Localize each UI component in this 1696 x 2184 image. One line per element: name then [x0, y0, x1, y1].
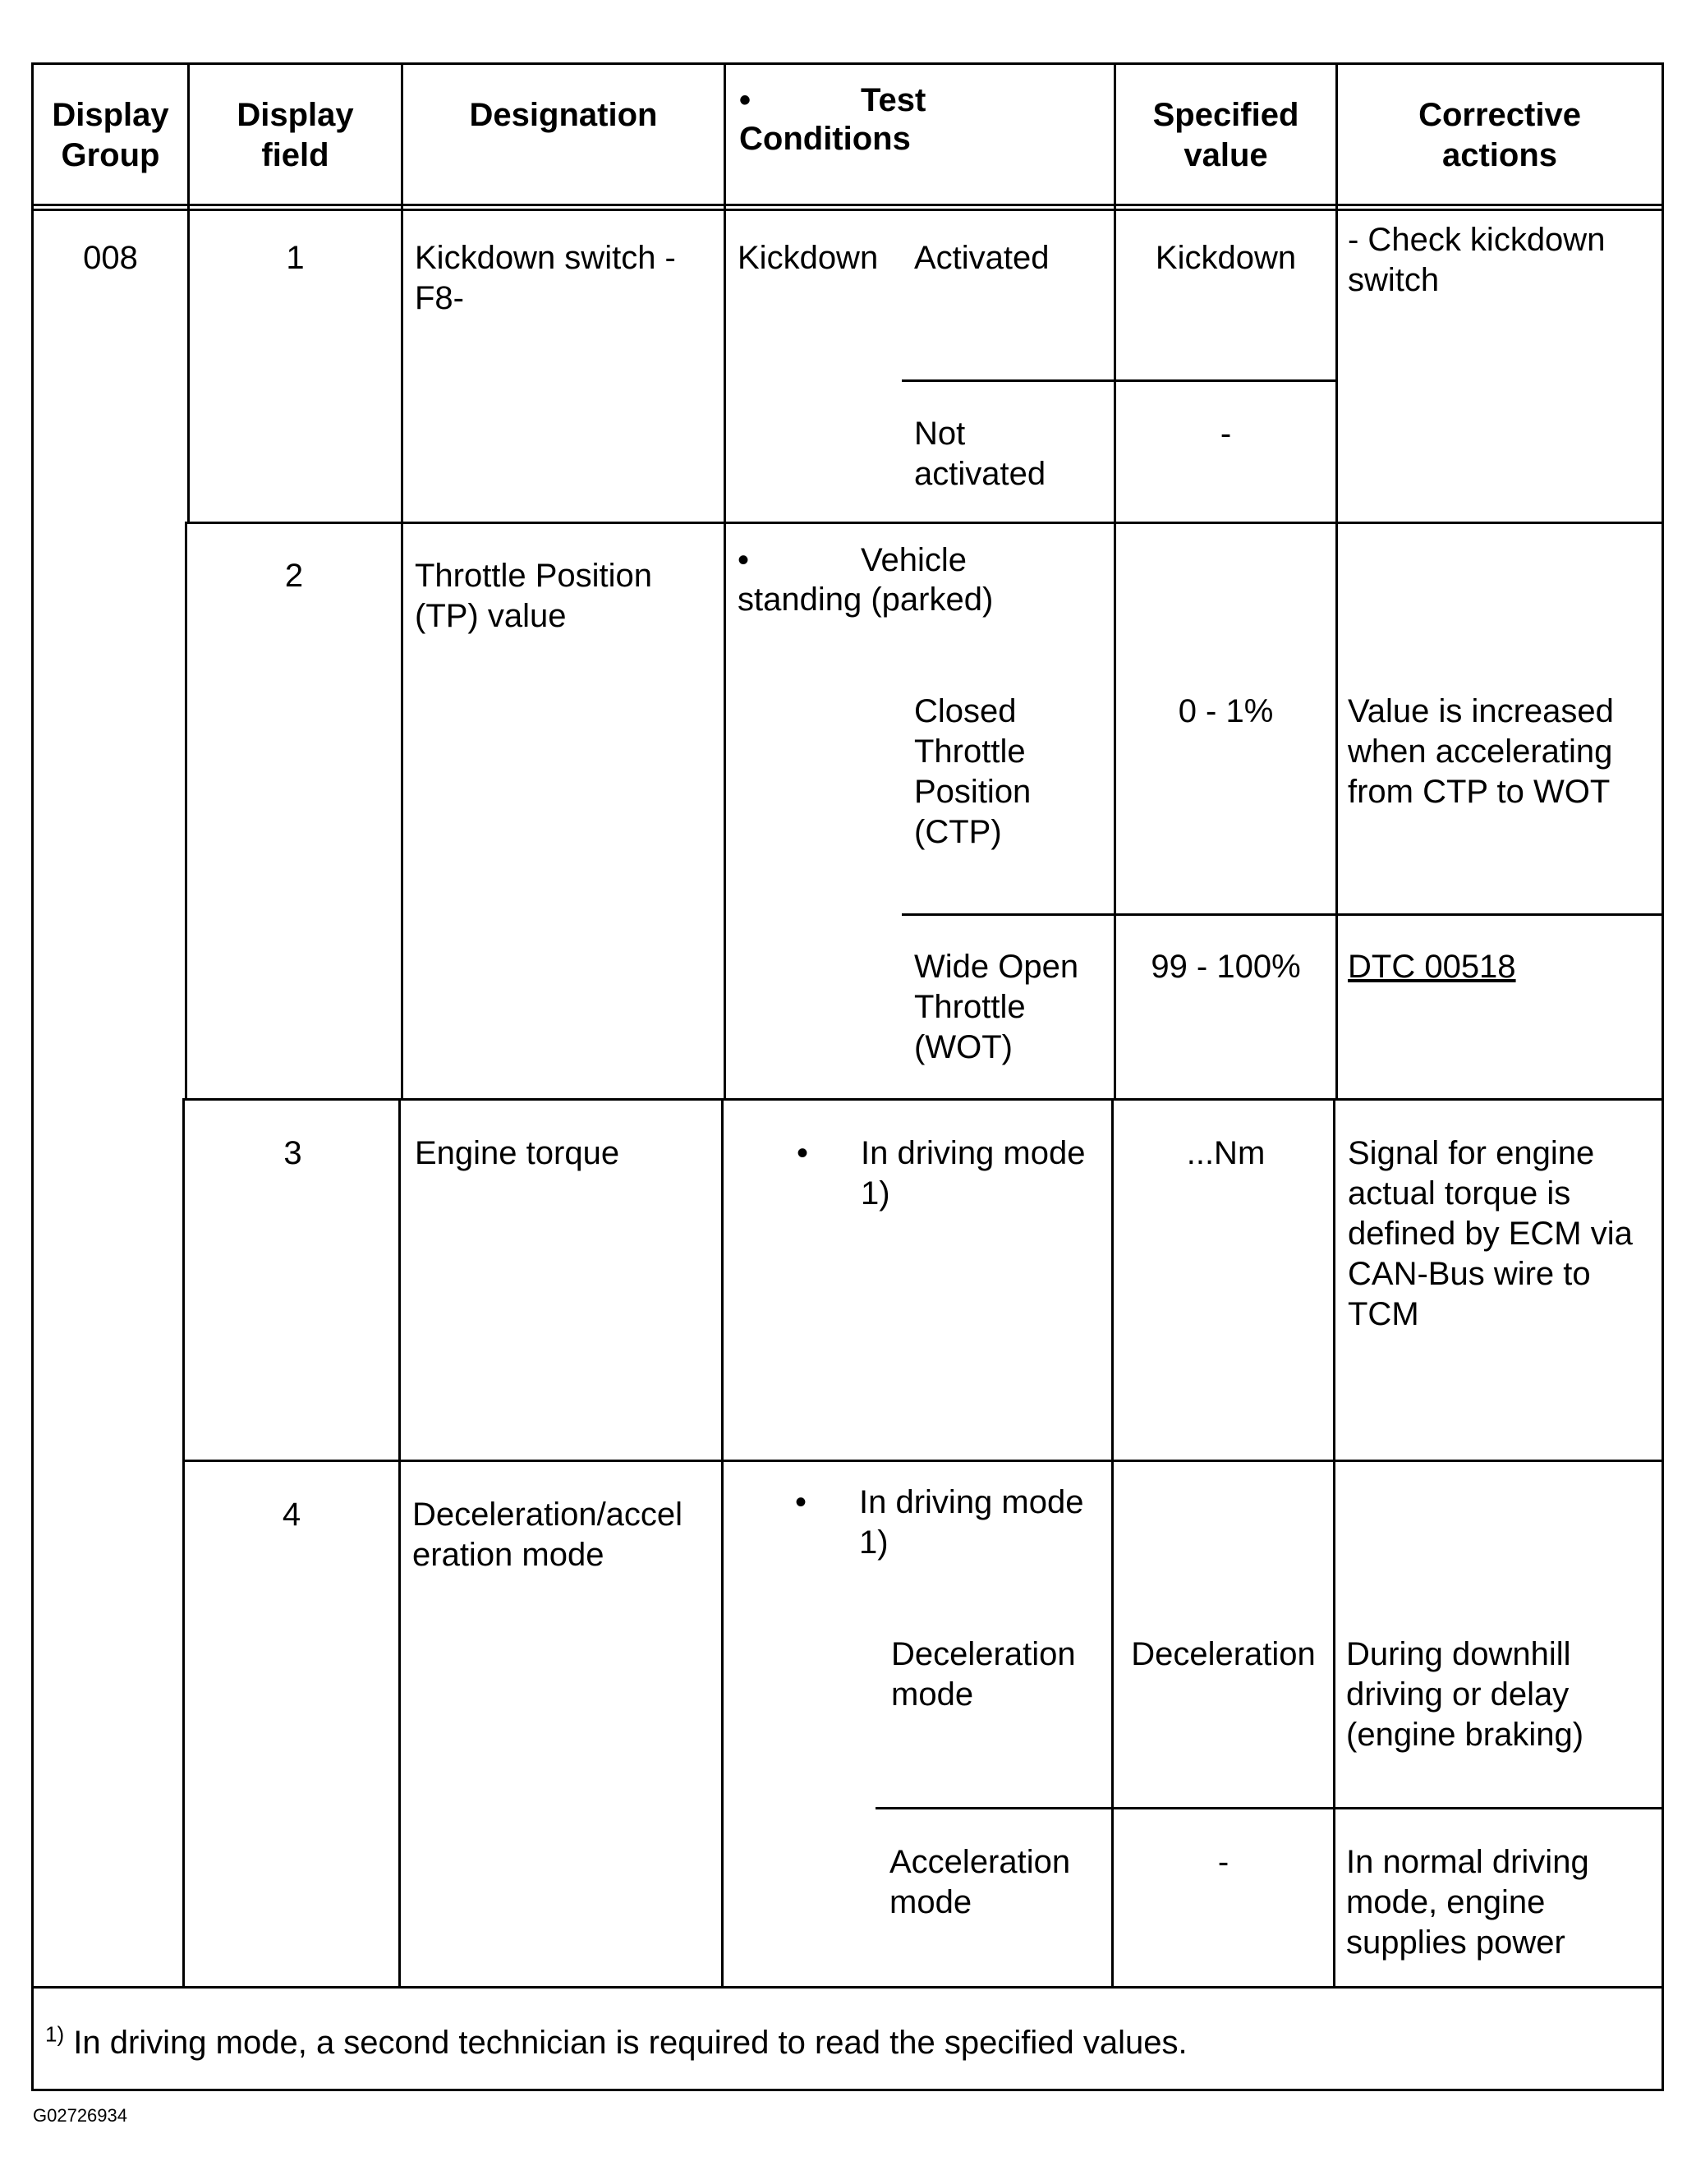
- col3-divider-a: [724, 62, 726, 1098]
- row2-sub1-value: 0 - 1%: [1178, 693, 1274, 729]
- table-border-top: [31, 62, 1664, 65]
- footnote-marker: 1): [45, 2021, 65, 2047]
- table-border-left: [31, 62, 34, 2091]
- row4-sub2-corrective: In normal driving mode, engine supplies power: [1346, 1844, 1589, 1961]
- table-border-right: [1662, 62, 1664, 2091]
- dtc-00518-link[interactable]: DTC 00518: [1348, 949, 1516, 985]
- row1-designation: Kickdown switch - F8-: [415, 240, 676, 316]
- header-divider-double: [31, 209, 1664, 211]
- row4-sub-divider: [876, 1807, 1664, 1809]
- col4-divider-a: [1114, 62, 1116, 1098]
- footnote: [45, 2023, 1188, 2063]
- row4-sub2-value: -: [1217, 1844, 1229, 1880]
- figure-id: G02726934: [33, 2105, 127, 2126]
- header-display-group: Display Group: [52, 97, 169, 173]
- header-divider: [31, 204, 1664, 206]
- row1-field: 1: [286, 240, 305, 276]
- row3-field: 3: [283, 1135, 302, 1171]
- col5-divider-b: [1333, 1098, 1335, 1986]
- row2-condition-bullet: •: [738, 542, 750, 578]
- row1-corrective: - Check kickdown switch: [1348, 222, 1606, 298]
- header-display-field: Display field: [237, 97, 354, 173]
- row2-sub1-corrective: Value is increased when accelerating from CTP to WOT: [1348, 693, 1614, 810]
- row1-sub1-value: Kickdown: [1155, 240, 1297, 276]
- row2-sub1-condition: Closed Throttle Position (CTP): [914, 693, 1032, 850]
- header-corrective-actions: Corrective actions: [1418, 97, 1581, 173]
- row2-designation: Throttle Position (TP) value: [415, 558, 653, 634]
- row2-field: 2: [284, 558, 304, 594]
- row1-sub2-condition: Not activated: [914, 416, 1046, 492]
- row1-sub-divider: [902, 379, 1335, 382]
- row3-condition-bullet: •: [797, 1135, 809, 1171]
- display-group-value: 008: [83, 240, 138, 276]
- col1-divider-b: [185, 522, 187, 1098]
- col3-divider-b: [721, 1098, 724, 1986]
- row2-sub-divider: [902, 913, 1664, 916]
- header-test-conditions-line2: Conditions: [739, 121, 911, 157]
- row1-sub1-condition: Activated: [914, 240, 1050, 276]
- header-test-conditions-line1: Test: [861, 82, 926, 118]
- row3-corrective: Signal for engine actual torque is defined by ECM via CAN-Bus wire to TCM: [1348, 1135, 1633, 1332]
- row3-condition-intro: In driving mode 1): [861, 1135, 1086, 1212]
- row4-field: 4: [282, 1497, 301, 1533]
- row3-designation: Engine torque: [415, 1135, 620, 1171]
- row2-condition-intro-line1: Vehicle: [861, 542, 967, 578]
- row1-divider: [187, 522, 1664, 524]
- row2-sub2-value: 99 - 100%: [1151, 949, 1301, 985]
- row1-condition-label: Kickdown: [738, 240, 879, 276]
- col1-divider-c: [182, 1098, 185, 1986]
- row2-sub2-condition: Wide Open Throttle (WOT): [914, 949, 1079, 1065]
- table-border-bottom: [31, 2089, 1664, 2091]
- footnote-text: In driving mode, a second technician is required to read the specified values.: [64, 2025, 1188, 2061]
- col2-divider-a: [401, 62, 403, 1098]
- col2-divider-b: [398, 1098, 401, 1986]
- row4-sub1-value: Deceleration: [1131, 1636, 1316, 1672]
- row4-condition-intro: In driving mode 1): [859, 1484, 1084, 1561]
- header-test-conditions-bullet: •: [739, 82, 751, 118]
- row4-condition-bullet: •: [795, 1484, 807, 1520]
- row3-divider: [182, 1460, 1664, 1462]
- row1-sub2-value: -: [1220, 416, 1232, 452]
- row4-sub2-condition: Acceleration mode: [889, 1844, 1071, 1920]
- col5-divider-a: [1335, 62, 1338, 1098]
- header-specified-value: Specified value: [1152, 97, 1299, 173]
- row3-value: ...Nm: [1186, 1135, 1266, 1171]
- row2-divider: [185, 1098, 1664, 1101]
- footnote-divider: [31, 1986, 1664, 1989]
- header-designation: Designation: [469, 97, 658, 133]
- row4-designation: Deceleration/accel eration mode: [412, 1497, 683, 1573]
- row2-condition-intro-line2: standing (parked): [738, 582, 994, 618]
- row4-sub1-condition: Deceleration mode: [891, 1636, 1076, 1713]
- row4-sub1-corrective: During downhill driving or delay (engine braking): [1346, 1636, 1584, 1753]
